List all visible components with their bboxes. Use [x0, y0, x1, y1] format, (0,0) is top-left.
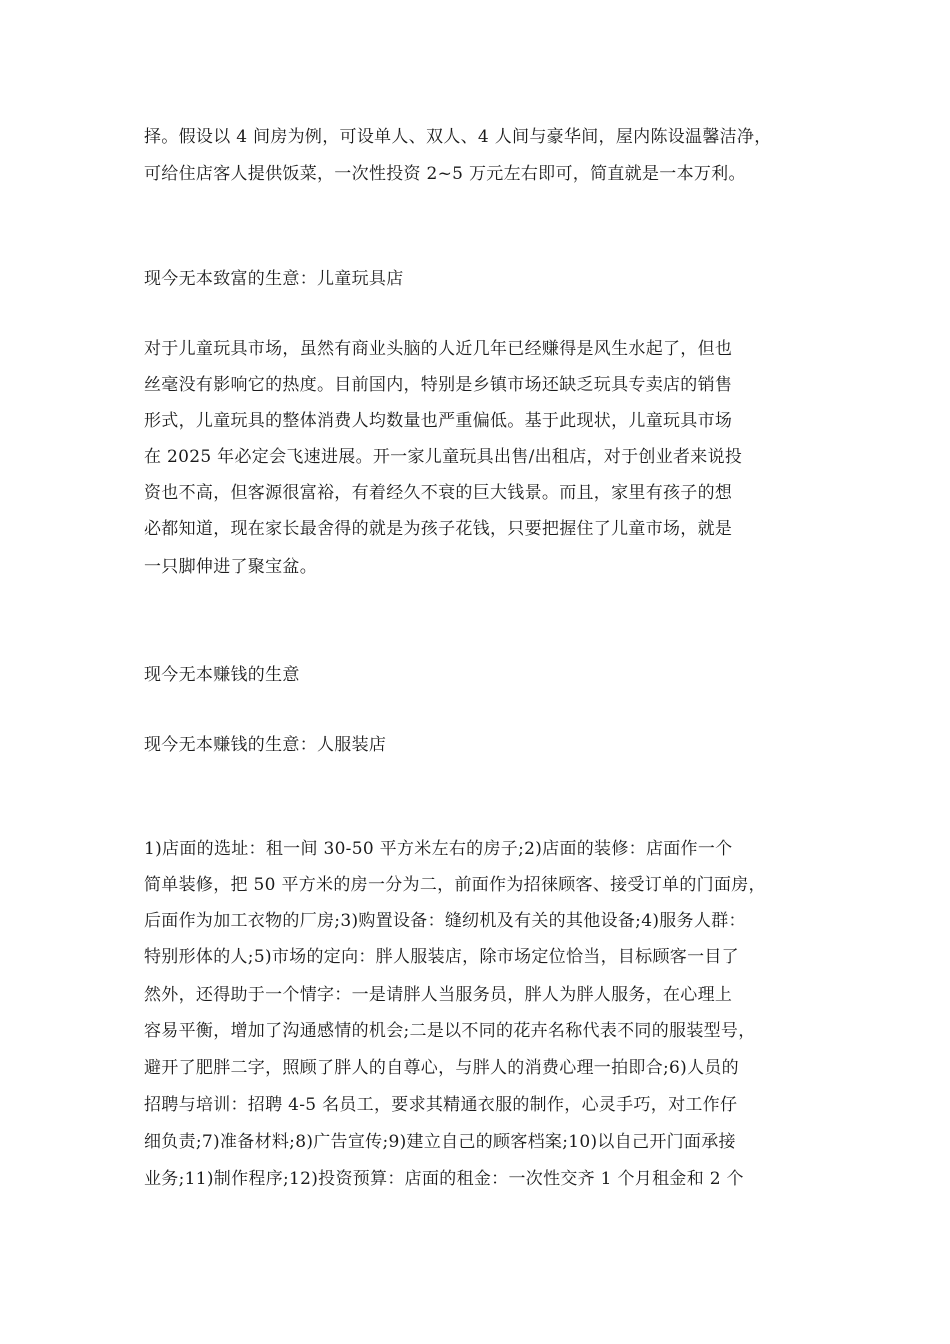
paragraph-line: 必都知道，现在家长最舍得的就是为孩子花钱，只要把握住了儿童市场，就是 — [144, 519, 733, 539]
paragraph-line: 一只脚伸进了聚宝盆。 — [144, 557, 317, 577]
paragraph-line: 避开了肥胖二字，照顾了胖人的自尊心，与胖人的消费心理一拍即合;6)人员的 — [144, 1058, 739, 1078]
paragraph-line: 丝毫没有影响它的热度。目前国内，特别是乡镇市场还缺乏玩具专卖店的销售 — [144, 375, 733, 395]
paragraph-line: 择。假设以 4 间房为例，可设单人、双人、4 人间与豪华间，屋内陈设温馨洁净， — [144, 127, 772, 147]
paragraph-line: 简单装修，把 50 平方米的房一分为二，前面作为招徕顾客、接受订单的门面房， — [144, 875, 766, 895]
section-heading: 现今无本赚钱的生意：人服装店 — [144, 735, 387, 755]
paragraph-line: 招聘与培训：招聘 4-5 名员工，要求其精通衣服的制作，心灵手巧，对工作仔 — [144, 1095, 738, 1115]
paragraph-line: 形式，儿童玩具的整体消费人均数量也严重偏低。基于此现状，儿童玩具市场 — [144, 411, 733, 431]
paragraph-line: 后面作为加工衣物的厂房;3)购置设备：缝纫机及有关的其他设备;4)服务人群： — [144, 911, 746, 931]
paragraph-line: 在 2025 年必定会飞速进展。开一家儿童玩具出售/出租店，对于创业者来说投 — [144, 447, 743, 467]
paragraph-line: 1)店面的选址：租一间 30-50 平方米左右的房子;2)店面的装修：店面作一个 — [144, 839, 733, 859]
section-heading: 现今无本致富的生意：儿童玩具店 — [144, 269, 404, 289]
paragraph-line: 容易平衡，增加了沟通感情的机会;二是以不同的花卉名称代表不同的服装型号， — [144, 1021, 756, 1041]
paragraph-line: 细负责;7)准备材料;8)广告宣传;9)建立自己的顾客档案;10)以自己开门面承接 — [144, 1132, 736, 1152]
paragraph-line: 业务;11)制作程序;12)投资预算：店面的租金：一次性交齐 1 个月租金和 2 个 — [144, 1169, 744, 1189]
paragraph-line: 可给住店客人提供饭菜，一次性投资 2~5 万元左右即可，简直就是一本万利。 — [144, 164, 746, 184]
paragraph-line: 然外，还得助于一个情字：一是请胖人当服务员，胖人为胖人服务，在心理上 — [144, 985, 733, 1005]
paragraph-line: 对于儿童玩具市场，虽然有商业头脑的人近几年已经赚得是风生水起了，但也 — [144, 339, 733, 359]
section-heading: 现今无本赚钱的生意 — [144, 665, 300, 685]
paragraph-line: 特别形体的人;5)市场的定向：胖人服装店，除市场定位恰当，目标顾客一目了 — [144, 947, 739, 967]
paragraph-line: 资也不高，但客源很富裕，有着经久不衰的巨大钱景。而且，家里有孩子的想 — [144, 483, 733, 503]
